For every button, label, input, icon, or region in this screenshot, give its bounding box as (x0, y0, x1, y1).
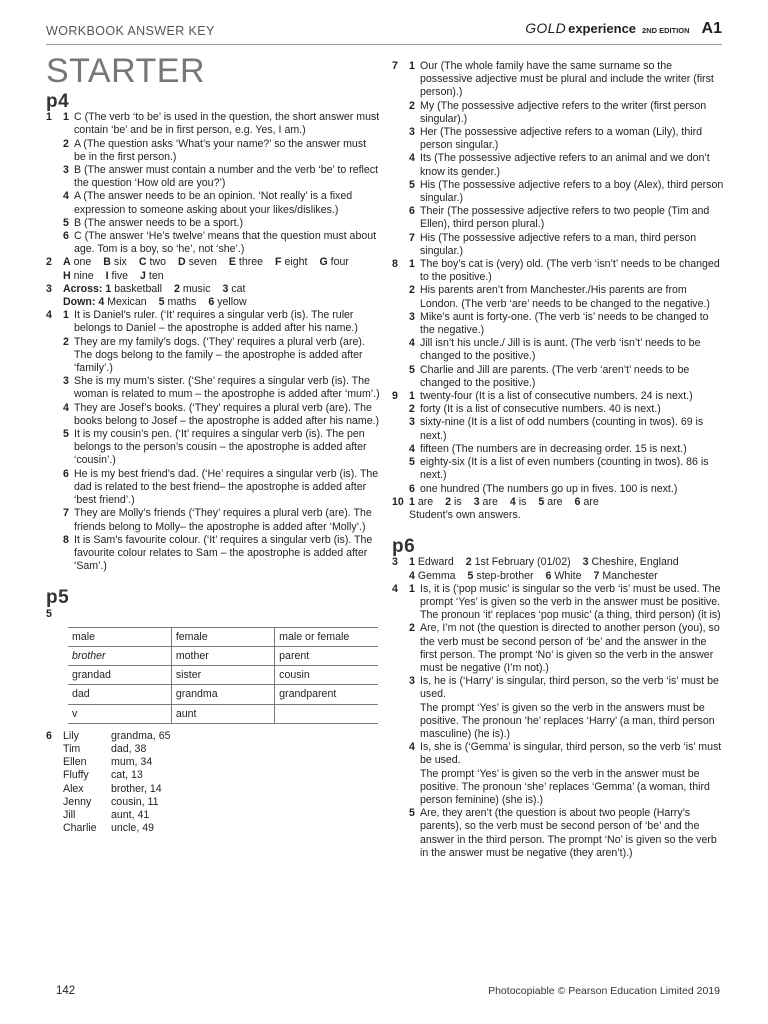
answer-row: 3 Her (The possessive adjective refers to a woman (Lily), third person singular.) (409, 126, 703, 152)
answer-row: 4 1 Is, it is (‘pop music’ is singular so the verb ‘is’ must be used. The prompt ‘Yes’ is given so the verb in the answer must be positive. The pronoun ‘it’ replaces ‘pop music’ (a thing, third person) (it is) (392, 582, 721, 622)
exercise-4 (46, 309, 380, 573)
p6-exercise-3: 3 1 Edward 2 1st February (01/02) 3 Cheshire, England 4 Gemma 5 step-brother 6 White 7 Manchester (392, 556, 679, 582)
answer-row: 5 His (The possessive adjective refers to a boy (Alex), third person singular.) (409, 178, 724, 205)
exercise-9 (392, 390, 724, 496)
answer-row: The prompt ‘Yes’ is given so the verb in the answer must be positive. The pronoun ‘she’ replaces ‘Gemma’ (a woman, third person feminine) (she is).) (420, 767, 710, 806)
answer-row: 7 His (The possessive adjective refers to a man, third person singular.) (409, 231, 697, 257)
level-badge: A1 (701, 20, 722, 37)
answer-row: 2 His parents aren’t from Manchester./His parents are from London. (The verb ‘are’ needs to be changed to the negative.) (409, 284, 710, 310)
answer-row: 4 fifteen (The numbers are in decreasing order. 15 is next.) (409, 442, 687, 455)
answer-row: 4 1 It is Daniel’s ruler. (‘It’ requires a singular verb (is). The ruler belongs to Daniel – the apostrophe is added after his name.) (46, 309, 358, 335)
exercise-10: 10 1 are 2 is 3 are 4 is 5 are 6 are Student’s own answers. (392, 495, 599, 521)
table-row: grandad sister cousin (68, 666, 378, 685)
answer-row: 5 Charlie and Jill are parents. (The verb ‘aren’t’ needs to be changed to the positive.) (409, 363, 690, 389)
answer-row: 2 They are my family’s dogs. (‘They’ requires a plural verb (are). The dogs belong to the family – the apostrophe is added after ‘family’.) (63, 335, 365, 375)
answer-row: The prompt ‘Yes’ is given so the verb in the answers must be positive. The pronoun ‘he’ replaces ‘Harry’ (a man, third person masculine) (he is).) (420, 701, 715, 740)
answer-row: 6 one hundred (The numbers go up in fives. 100 is next.) (409, 482, 678, 495)
exercise-6-ages: 6 Lily grandma, 65 Tim dad, 38 Ellen mum, 34 Fluffy cat, 13 Alex brother, 14 Jenny cousin, 11 Jill aunt, 41 Charlie uncle, 49 (46, 729, 171, 835)
answer-row: 9 1 twenty-four (It is a list of consecutive numbers. 24 is next.) (392, 390, 693, 403)
header-divider (46, 44, 722, 45)
copyright-notice: Photocopiable © Pearson Education Limited 2019 (488, 985, 720, 997)
answer-row: 5 B (The answer needs to be a sport.) (63, 216, 243, 229)
exercise-1 (46, 111, 380, 256)
running-header: WORKBOOK ANSWER KEY (46, 24, 215, 38)
answer-row: 4 Jill isn’t his uncle./ Jill is is aunt. (The verb ‘isn’t’ needs to be changed to the positive.) (409, 337, 701, 363)
section-heading-p4: p4 (46, 91, 70, 112)
left-column (46, 91, 380, 835)
answer-row: 6 C (The answer ‘He’s twelve’ means that the question must about age. Tom is a boy, so ‘he’, not ‘she’.) (63, 230, 377, 256)
answer-row: 2 Are, I’m not (the question is directed to another person (you), so the verb must be second person of ‘be’ and the answer in the first person. The prompt ‘No’ is given so the verb in the answer must be negative (I’m not).) (409, 622, 720, 674)
table-row: dad grandma grandparent (68, 685, 378, 704)
answer-row: 2 My (The possessive adjective refers to the writer (first person singular).) (409, 99, 707, 125)
exercise-8 (392, 258, 724, 390)
answer-row: 7 They are Molly’s friends (‘They’ requires a plural verb (are). The friends belong to Molly– the apostrophe is added after ‘Molly’.) (63, 507, 372, 533)
answer-row: 6 Their (The possessive adjective refers to two people (Tim and Ellen), third person plural.) (409, 205, 710, 231)
table-row: v aunt (68, 704, 378, 723)
p6-exercise-4 (392, 583, 724, 860)
answer-row: 3 sixty-nine (It is a list of odd numbers (counting in twos). 69 is next.) (409, 416, 704, 442)
answer-row: 4 Is, she is (‘Gemma’ is singular, third person, so the verb ‘is’ must be used. (409, 741, 722, 767)
answer-row: 3 Mike’s aunt is forty-one. (The verb ‘is’ needs to be changed to the negative.) (409, 310, 709, 337)
section-heading-p6: p6 (392, 536, 416, 558)
answer-row: 7 1 Our (The whole family have the same surname so the possessive adjective must be plural and include the writer (first person).) (392, 60, 714, 99)
brand-experience: experience (568, 21, 637, 36)
answer-row: 4 Its (The possessive adjective refers to an animal and we don’t know its gender.) (409, 152, 710, 178)
answer-row: 8 It is Sam’s favourite colour. (‘It’ requires a singular verb (is). The favourite colour relates to Sam – the apostrophe is added after ‘Sam’.) (63, 533, 373, 573)
answer-row: 6 He is my best friend’s dad. (‘He’ requires a singular verb (is). The dad is related to the best friend– the apostrophe is added after ‘best friend’.) (63, 467, 379, 507)
answer-row: 3 Is, he is (‘Harry’ is singular, third person, so the verb ‘is’ must be used. (409, 675, 719, 701)
brand-header (525, 20, 722, 38)
answer-row: 8 1 The boy’s cat is (very) old. (The verb ‘isn’t’ needs to be changed to the positive.) (392, 258, 720, 284)
exercise-2: 2 A one B six C two D seven E three F eight G four H nine I five J ten (46, 256, 349, 282)
answer-row: 3 She is my mum’s sister. (‘She’ requires a singular verb (is). The woman is related to mum – the apostrophe is added after ‘mum’.) (63, 375, 380, 401)
brand-gold: GOLD (525, 20, 567, 36)
exercise-5-number: 5 (46, 607, 52, 620)
answer-row: 3 B (The answer must contain a number and the verb ‘be’ to reflect the question ‘How old are you?’) (63, 164, 379, 190)
right-column (392, 60, 724, 860)
answer-row: 2 forty (It is a list of consecutive numbers. 40 is next.) (409, 403, 661, 416)
answer-row: 5 Are, they aren’t (the question is about two people (Harry’s parents), so the verb must be second person of ‘be’ and the answer in the third person. The prompt ‘No’ is given so the verb in the answer must be negative (they aren’t).) (409, 807, 717, 859)
table-row: brother mother parent (68, 646, 378, 665)
unit-title: STARTER (46, 52, 206, 90)
brand-edition: 2ND EDITION (642, 26, 690, 35)
answer-row: 5 It is my cousin’s pen. (‘It’ requires a singular verb (is). The pen belongs to the person’s cousin – the apostrophe is added after ‘cousin’.) (63, 428, 367, 467)
section-heading-p5: p5 (46, 587, 70, 609)
answer-row: 4 A (The answer needs to be an opinion. ‘Not really’ is a fixed expression to someone asking about your likes/dislikes.) (63, 190, 353, 216)
answer-row: 1 1 C (The verb ‘to be’ is used in the question, the short answer must contain ‘be’ and be in first person, e.g. Yes, I am.) (46, 111, 380, 137)
answer-row: 4 They are Josef’s books. (‘They’ requires a plural verb (are). The books belong to Josef – the apostrophe is added after his name.) (63, 401, 380, 427)
answer-row: 2 A (The question asks ‘What’s your name?’ so the answer must be in the first person.) (63, 137, 367, 163)
family-vocab-table (68, 627, 378, 724)
table-row: male female male or female (68, 627, 378, 646)
exercise-3: 3 Across: 1 basketball 2 music 3 cat Down: 4 Mexican 5 maths 6 yellow (46, 282, 247, 309)
answer-row: 5 eighty-six (It is a list of even numbers (counting in twos). 86 is next.) (409, 456, 709, 482)
page-number: 142 (56, 985, 76, 997)
exercise-7 (392, 60, 724, 258)
